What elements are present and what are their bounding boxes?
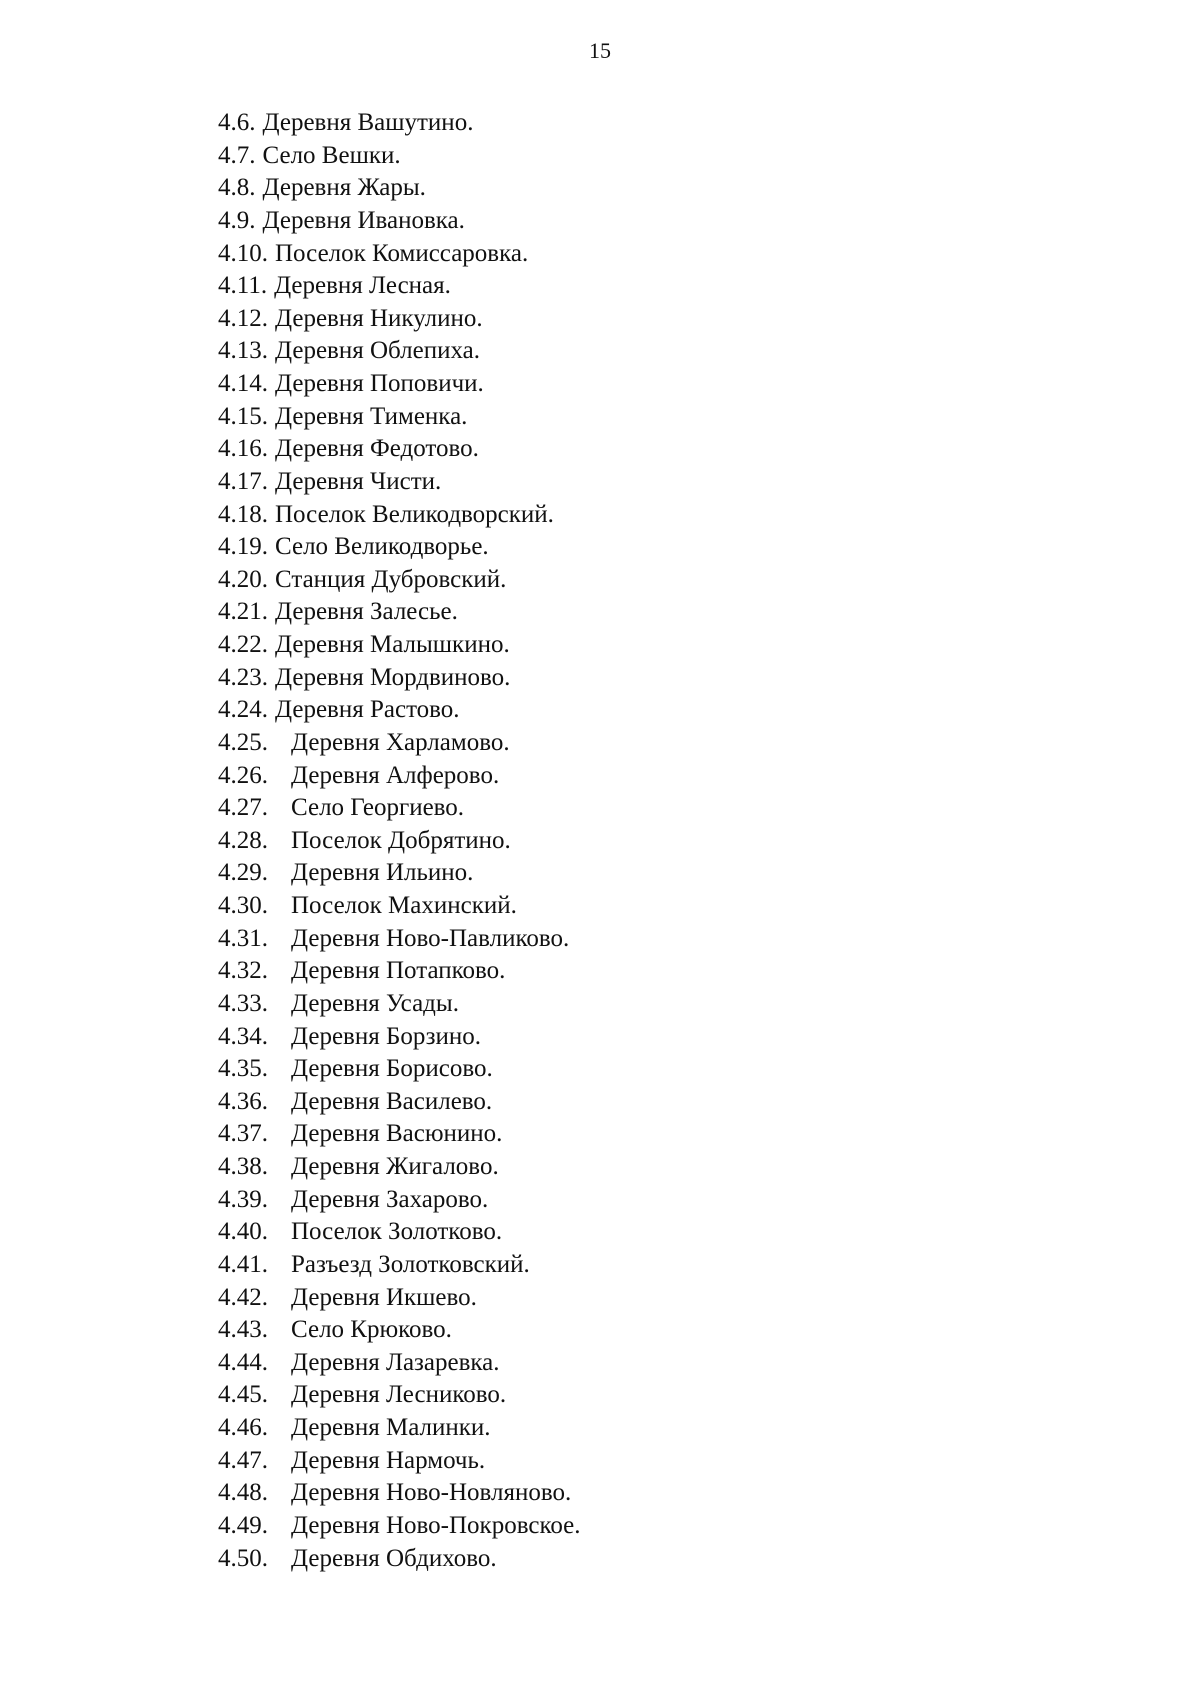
list-item [218, 172, 580, 205]
item-text: Деревня Усады. [291, 989, 459, 1017]
list-item [218, 727, 580, 760]
item-text: Деревня Потапково. [291, 957, 506, 985]
list-item [218, 433, 580, 466]
list-item [218, 1282, 580, 1315]
list-item [218, 825, 580, 858]
item-text: Деревня Лесная. [274, 272, 451, 300]
item-text: Деревня Лазаревка. [291, 1348, 500, 1376]
item-number: 4.39. [218, 1185, 268, 1213]
item-number: 4.50. [218, 1544, 268, 1572]
list-item [218, 1086, 580, 1119]
list-item [218, 1510, 580, 1543]
item-text: Поселок Добрятино. [291, 826, 511, 854]
item-number: 4.47. [218, 1446, 268, 1474]
item-number: 4.36. [218, 1087, 268, 1115]
item-text: Деревня Ново-Покровское. [291, 1511, 581, 1539]
page-number: 15 [589, 38, 611, 63]
list-item [218, 238, 580, 271]
list-item [218, 303, 580, 336]
item-number: 4.33. [218, 989, 268, 1017]
item-number: 4.31. [218, 924, 268, 952]
list-item [218, 694, 580, 727]
item-number: 4.46. [218, 1414, 268, 1441]
list-item [218, 368, 580, 401]
item-text: Деревня Малинки. [291, 1414, 491, 1441]
list-item [218, 270, 580, 303]
item-number: 4.22. [218, 631, 268, 658]
list-item [218, 988, 580, 1021]
item-number: 4.7. [218, 141, 256, 169]
item-text: Поселок Махинский. [291, 892, 517, 919]
item-text: Село Вешки. [262, 141, 401, 169]
item-text: Село Георгиево. [291, 794, 465, 822]
item-number: 4.37. [218, 1120, 268, 1148]
item-text: Разъезд Золотковский. [291, 1250, 530, 1278]
list-item [218, 499, 580, 532]
item-text: Деревня Растово. [275, 696, 460, 724]
item-number: 4.41. [218, 1250, 268, 1278]
list-item [218, 1477, 580, 1510]
item-text: Деревня Мордвиново. [275, 663, 511, 691]
item-text: Деревня Захарово. [291, 1185, 489, 1213]
item-number: 4.43. [218, 1316, 268, 1344]
item-text: Село Великодворье. [275, 533, 489, 561]
item-number: 4.18. [218, 500, 268, 528]
list-item [218, 107, 580, 140]
list-item [218, 531, 580, 564]
item-number: 4.9. [218, 206, 256, 234]
item-text: Деревня Жигалово. [291, 1153, 499, 1180]
item-text: Деревня Чисти. [275, 467, 442, 495]
item-number: 4.14. [218, 370, 268, 397]
list-item [218, 1184, 580, 1217]
list-item [218, 1053, 580, 1086]
item-text: Поселок Комиссаровка. [275, 239, 529, 267]
item-number: 4.23. [218, 663, 268, 691]
item-text: Деревня Жары. [262, 174, 426, 202]
item-number: 4.40. [218, 1218, 268, 1246]
list-item [218, 857, 580, 890]
item-number: 4.13. [218, 337, 268, 365]
list-item [218, 1216, 580, 1249]
list-item [218, 662, 580, 695]
item-text: Станция Дубровский. [275, 565, 507, 593]
list-item [218, 1021, 580, 1054]
item-text: Деревня Икшево. [291, 1283, 477, 1311]
list-item [218, 890, 580, 923]
item-number: 4.45. [218, 1381, 268, 1409]
item-text: Поселок Великодворский. [275, 500, 554, 528]
item-text: Деревня Ильино. [291, 859, 474, 887]
list-item [218, 1249, 580, 1282]
item-number: 4.49. [218, 1511, 268, 1539]
list-item [218, 335, 580, 368]
item-number: 4.24. [218, 696, 268, 724]
item-text: Деревня Василево. [291, 1087, 493, 1115]
list-item [218, 923, 580, 956]
item-text: Деревня Тименка. [275, 402, 468, 430]
item-number: 4.28. [218, 826, 268, 854]
list-item [218, 1151, 580, 1184]
settlement-list [218, 107, 580, 1575]
item-number: 4.11. [218, 272, 268, 300]
item-text: Деревня Нармочь. [291, 1446, 486, 1474]
item-text: Деревня Обдихово. [291, 1544, 497, 1572]
item-text: Деревня Борисово. [291, 1055, 493, 1083]
item-text: Деревня Васюнино. [291, 1120, 503, 1148]
item-number: 4.34. [218, 1022, 268, 1050]
item-text: Деревня Залесье. [275, 598, 458, 626]
item-text: Деревня Малышкино. [275, 631, 510, 658]
list-item [218, 760, 580, 793]
item-number: 4.20. [218, 565, 268, 593]
list-item [218, 629, 580, 662]
item-number: 4.12. [218, 304, 268, 332]
list-item [218, 1347, 580, 1380]
item-number: 4.15. [218, 402, 268, 430]
item-text: Деревня Ново-Павликово. [291, 924, 570, 952]
item-text: Деревня Ново-Новляново. [291, 1479, 572, 1507]
item-text: Деревня Ивановка. [262, 206, 465, 234]
item-text: Деревня Вашутино. [262, 109, 474, 136]
item-number: 4.29. [218, 859, 268, 887]
item-number: 4.27. [218, 794, 268, 822]
item-number: 4.26. [218, 761, 268, 789]
list-item [218, 205, 580, 238]
item-number: 4.8. [218, 174, 256, 202]
item-text: Деревня Харламово. [291, 728, 510, 756]
item-text: Деревня Облепиха. [275, 337, 480, 365]
item-number: 4.6. [218, 109, 256, 136]
list-item [218, 401, 580, 434]
list-item [218, 596, 580, 629]
item-number: 4.35. [218, 1055, 268, 1083]
list-item [218, 1314, 580, 1347]
list-item [218, 955, 580, 988]
item-number: 4.48. [218, 1479, 268, 1507]
item-number: 4.10. [218, 239, 268, 267]
item-text: Деревня Борзино. [291, 1022, 482, 1050]
item-text: Село Крюково. [291, 1316, 452, 1344]
list-item [218, 140, 580, 173]
item-number: 4.30. [218, 892, 268, 919]
item-number: 4.25. [218, 728, 268, 756]
item-number: 4.32. [218, 957, 268, 985]
item-number: 4.16. [218, 435, 268, 463]
item-number: 4.38. [218, 1153, 268, 1180]
item-text: Деревня Федотово. [275, 435, 479, 463]
item-text: Деревня Поповичи. [275, 370, 484, 397]
item-number: 4.42. [218, 1283, 268, 1311]
list-item [218, 1118, 580, 1151]
list-item [218, 1412, 580, 1445]
item-number: 4.21. [218, 598, 268, 626]
list-item [218, 1543, 580, 1576]
list-item [218, 564, 580, 597]
list-item [218, 1445, 580, 1478]
item-number: 4.19. [218, 533, 268, 561]
item-number: 4.44. [218, 1348, 268, 1376]
item-text: Поселок Золотково. [291, 1218, 503, 1246]
item-text: Деревня Алферово. [291, 761, 500, 789]
item-text: Деревня Лесниково. [291, 1381, 507, 1409]
list-item [218, 1379, 580, 1412]
item-number: 4.17. [218, 467, 268, 495]
item-text: Деревня Никулино. [275, 304, 483, 332]
list-item [218, 792, 580, 825]
list-item [218, 466, 580, 499]
